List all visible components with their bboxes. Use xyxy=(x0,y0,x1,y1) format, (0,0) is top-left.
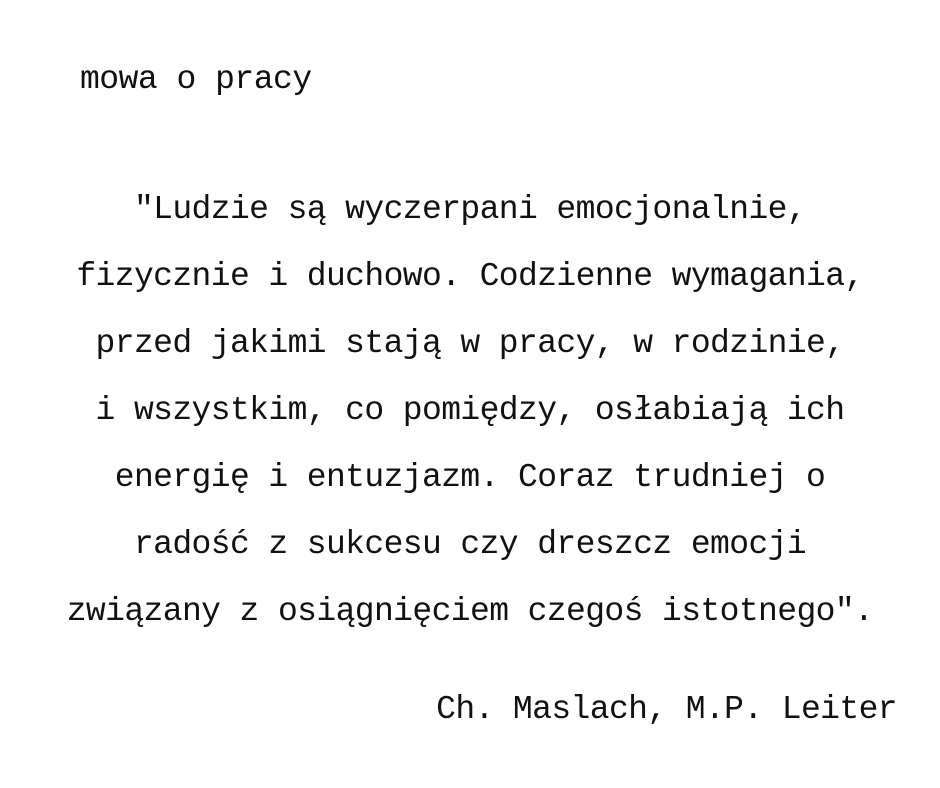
quote-line: związany z osiągnięciem czegoś istotnego". xyxy=(66,593,874,630)
quote-line: radość z sukcesu czy dreszcz emocji xyxy=(133,526,807,563)
quote-line: "Ludzie są wyczerpani emocjonalnie, xyxy=(133,191,807,228)
page-heading: mowa o pracy xyxy=(80,61,312,98)
quote-line: energię i entuzjazm. Coraz trudniej o xyxy=(114,459,826,496)
quote-line: i wszystkim, co pomiędzy, osłabiają ich xyxy=(95,392,845,429)
quote-line: fizycznie i duchowo. Codzienne wymagania, xyxy=(76,258,864,295)
quote-attribution: Ch. Maslach, M.P. Leiter xyxy=(436,691,897,728)
quote-block xyxy=(0,176,940,645)
quote-line: przed jakimi stają w pracy, w rodzinie, xyxy=(95,325,845,362)
